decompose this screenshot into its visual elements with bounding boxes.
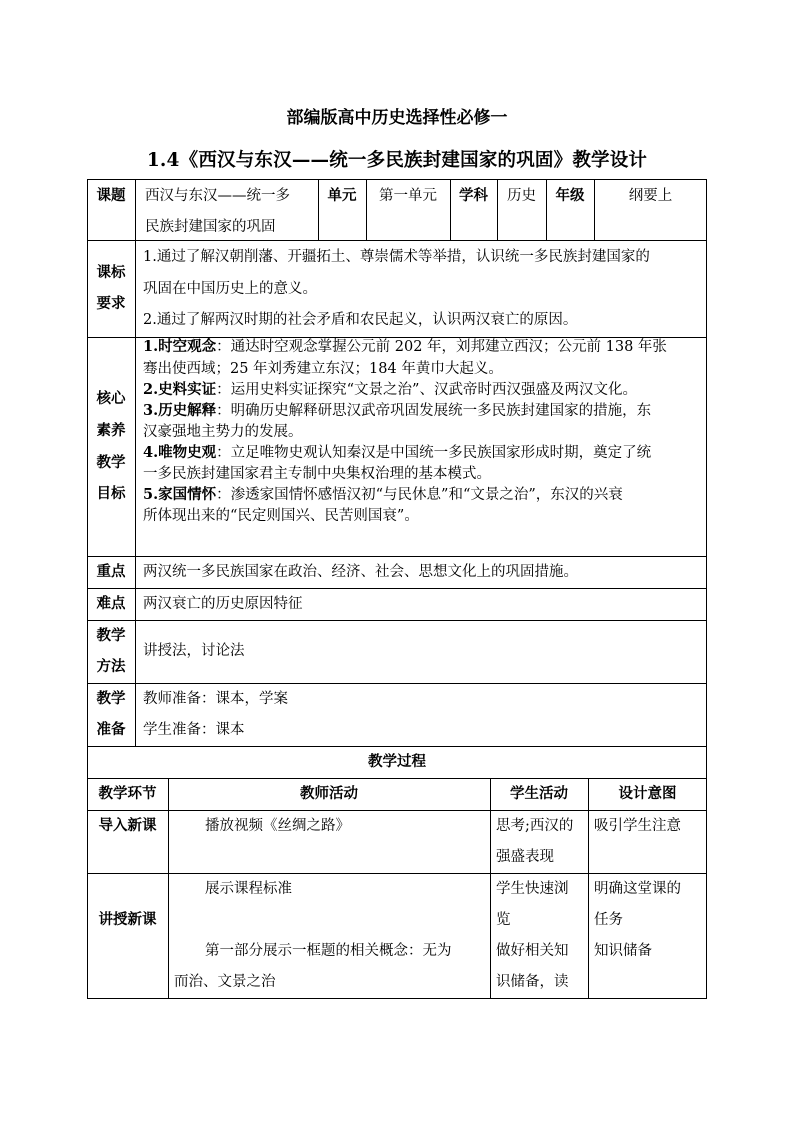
- row2-teacher-line3: 而治、文景之治: [174, 974, 276, 990]
- difficulty-value: 两汉衰亡的历史原因特征: [143, 596, 303, 612]
- method-label-1: 教学: [96, 627, 126, 644]
- prep-label-1: 教学: [96, 690, 126, 707]
- difficulty-label: 难点: [96, 595, 126, 612]
- unit-value: 第一单元: [379, 188, 437, 204]
- standards-p1-line2: 巩固在中国历史上的意义。: [143, 281, 317, 297]
- core-label-1: 核心: [96, 390, 126, 407]
- document-title: 部编版高中历史选择性必修一: [286, 108, 508, 128]
- row2-teacher-line2: 第一部分展示一框题的相关概念：无为: [205, 943, 452, 959]
- row2-intent-line1: 明确这堂课的: [594, 881, 681, 897]
- row2-stage: 讲授新课: [98, 911, 157, 928]
- core-label-2: 素养: [96, 422, 126, 439]
- core-item-5-line1: 5.家国情怀：渗透家国情怀感悟汉初“与民休息”和“文景之治”，东汉的兴衰: [143, 486, 623, 503]
- prep-student: 学生准备：课本: [143, 722, 245, 738]
- core-item-1-line1: 1.时空观念：通达时空观念掌握公元前 202 年，刘邦建立西汉；公元前 138 年张: [143, 338, 667, 355]
- row2-intent-line2: 任务: [594, 912, 623, 928]
- topic-value-line1: 西汉与东汉——统一多: [145, 188, 290, 204]
- method-label-2: 方法: [96, 658, 126, 675]
- row2-student-line3: 做好相关知: [496, 943, 569, 959]
- row2-intent-line3: 知识储备: [594, 943, 652, 959]
- core-label-3: 教学: [96, 454, 126, 471]
- subject-label: 学科: [459, 187, 488, 204]
- grade-value: 纲要上: [628, 188, 673, 204]
- row1-intent: 吸引学生注意: [594, 818, 681, 834]
- topic-label: 课题: [96, 187, 126, 204]
- core-item-4-line1: 4.唯物史观：立足唯物史观认知秦汉是中国统一多民族国家形成时期，奠定了统: [143, 444, 652, 461]
- grade-label: 年级: [555, 187, 585, 204]
- key-point-label: 重点: [96, 563, 126, 580]
- row2-student-line4: 识储备，读: [496, 974, 569, 990]
- process-header-intent: 设计意图: [618, 785, 677, 802]
- standards-p2: 2.通过了解两汉时期的社会矛盾和农民起义，认识两汉衰亡的原因。: [143, 312, 578, 328]
- key-point-value: 两汉统一多民族国家在政治、经济、社会、思想文化上的巩固措施。: [143, 564, 578, 580]
- row1-student-line1: 思考;西汉的: [496, 818, 574, 834]
- core-label-4: 目标: [96, 485, 126, 502]
- row1-student-line2: 强盛表现: [496, 849, 554, 865]
- standards-label-1: 课标: [96, 264, 126, 281]
- method-value: 讲授法，讨论法: [143, 643, 245, 659]
- core-item-4-line2: 一多民族封建国家君主专制中央集权治理的基本模式。: [143, 466, 491, 482]
- subject-value: 历史: [507, 188, 536, 204]
- row2-teacher-line1: 展示课程标准: [205, 881, 292, 897]
- core-item-2-line1: 2.史料实证：运用史料实证探究“文景之治”、汉武帝时西汉强盛及两汉文化。: [143, 381, 637, 398]
- topic-value-line2: 民族封建国家的巩固: [145, 219, 276, 235]
- core-item-3-line1: 3.历史解释：明确历史解释研思汉武帝巩固发展统一多民族封建国家的措施，东: [143, 402, 652, 419]
- core-item-5-line2: 所体现出来的“民定则国兴、民苦则国衰”。: [143, 508, 419, 524]
- core-item-3-line2: 汉豪强地主势力的发展。: [143, 424, 303, 440]
- process-title: 教学过程: [368, 753, 426, 770]
- process-header-stage: 教学环节: [98, 785, 157, 802]
- core-item-1-line2: 骞出使西域；25 年刘秀建立东汉；184 年黄巾大起义。: [143, 361, 503, 377]
- row2-student-line1: 学生快速浏: [496, 881, 569, 897]
- document-subtitle: 1.4《西汉与东汉——统一多民族封建国家的巩固》教学设计: [146, 150, 648, 171]
- standards-p1-line1: 1.通过了解汉朝削藩、开疆拓土、尊崇儒术等举措，认识统一多民族封建国家的: [143, 249, 650, 265]
- row1-stage: 导入新课: [98, 817, 157, 834]
- prep-label-2: 准备: [96, 721, 126, 738]
- standards-label-2: 要求: [96, 295, 126, 312]
- process-header-teacher: 教师活动: [300, 785, 358, 802]
- prep-teacher: 教师准备：课本，学案: [143, 691, 288, 707]
- unit-label: 单元: [327, 187, 357, 204]
- row1-teacher: 播放视频《丝绸之路》: [205, 818, 350, 834]
- process-header-student: 学生活动: [510, 785, 568, 802]
- row2-student-line2: 览: [496, 912, 511, 928]
